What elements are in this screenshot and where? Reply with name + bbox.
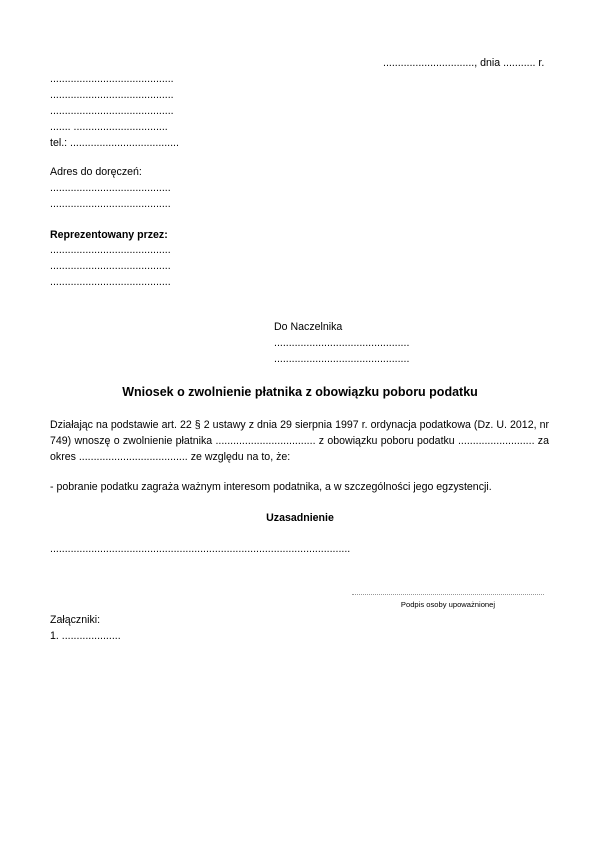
sender-line-2: .......................................... <box>50 89 174 101</box>
representative-line-2: ......................................... <box>50 260 171 272</box>
place-date-line: ..............................., dnia ........... r. <box>383 57 545 69</box>
justification-line: ...................................................................................................... <box>50 543 351 555</box>
reason-point: - pobranie podatku zagraża ważnym interesom podatnika, a w szczególności jego egzystencji. <box>50 481 492 493</box>
signature-caption: Podpis osoby upoważnionej <box>400 600 496 609</box>
delivery-line-1: ......................................... <box>50 182 171 194</box>
representative-line-1: ......................................... <box>50 244 171 256</box>
addressee-line-1: .............................................. <box>274 337 410 349</box>
sender-line-3: .......................................... <box>50 105 174 117</box>
addressee-to: Do Naczelnika <box>274 321 343 333</box>
representative-label: Reprezentowany przez: <box>50 229 168 241</box>
addressee-line-2: .............................................. <box>274 353 410 365</box>
representative-line-3: ......................................... <box>50 276 171 288</box>
delivery-address-label: Adres do doręczeń: <box>50 166 142 178</box>
signature-line <box>352 594 544 595</box>
sender-line-1: .......................................... <box>50 73 174 85</box>
sender-line-4: ....... ................................ <box>50 121 168 133</box>
attachment-item-1: 1. .................... <box>50 630 121 642</box>
attachments-label: Załączniki: <box>50 614 101 626</box>
sender-phone-line: tel.: ..................................... <box>50 137 179 149</box>
request-paragraph: Działając na podstawie art. 22 § 2 ustawy z dnia 29 sierpnia 1997 r. ordynacja podatkowa (Dz. U. 2012, nr 749) wnoszę o zwolnienie płatnika .................................. z obowiązku poboru podatku .......................... za okres ..................................... ze względu na to, że: <box>50 419 549 463</box>
justification-heading: Uzasadnienie <box>266 512 334 524</box>
delivery-line-2: ......................................... <box>50 198 171 210</box>
document-title: Wniosek o zwolnienie płatnika z obowiązku poboru podatku <box>122 385 478 399</box>
